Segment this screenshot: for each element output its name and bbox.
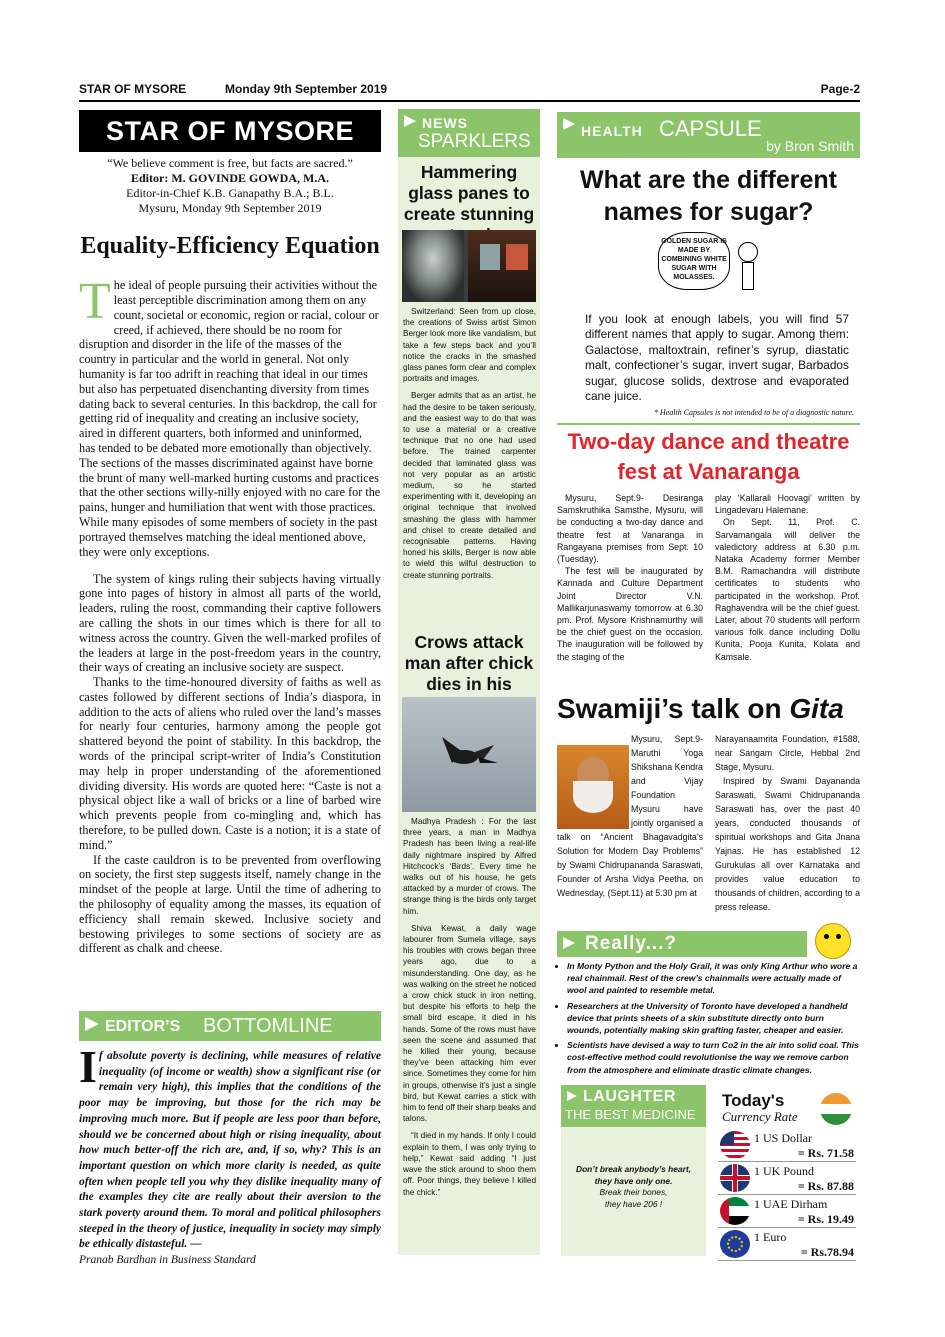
arrow-icon xyxy=(85,1017,99,1031)
swamiji-para-3: Inspired by Swami Dayananda Saraswati, Swami Chidrupananda Saraswati has, over the past 40 years, conducted thousands of spiritual workshops and Gita Jnana Yajnas. He has established 12 Gurukulas all over Karnataka and provides value education to thousands of children, according to a press release. xyxy=(715,776,860,912)
india-flag-icon xyxy=(820,1093,852,1125)
eu-flag-icon xyxy=(720,1230,750,1258)
currency-name: 1 US Dollar xyxy=(754,1131,812,1145)
health-capsule-banner xyxy=(557,112,860,158)
eye-icon xyxy=(824,934,829,939)
currency-row-aed xyxy=(718,1195,856,1228)
bottomline-label-a: EDITOR’S xyxy=(105,1018,181,1035)
health-byline: by Bron Smith xyxy=(766,138,854,154)
masthead-quote: “We believe comment is free, but facts are sacred.” xyxy=(107,156,353,170)
story1-para-1: Switzerland: Seen from up close, the creations of Swiss artist Simon Berger look more like vandalism, but take a few steps back and you’ll notice the cracks in the smashed glass panes form clear and complex portraits and images. xyxy=(403,307,536,384)
header-date: Monday 9th September 2019 xyxy=(225,82,388,96)
news-sparklers-banner xyxy=(398,109,540,157)
story1-body xyxy=(403,306,536,587)
arrow-icon xyxy=(563,118,575,130)
currency-rate: = Rs. 87.88 xyxy=(797,1179,854,1193)
arrow-icon xyxy=(404,115,416,127)
bottomline-dropcap: I xyxy=(79,1041,97,1092)
crow-icon xyxy=(402,697,536,812)
swamiji-headline-a: Swamiji’s talk on xyxy=(557,693,782,724)
currency-rate: = Rs. 71.58 xyxy=(797,1146,854,1160)
bottomline-body xyxy=(79,1041,381,1269)
editorial-para-4: If the caste cauldron is to be prevented from overflowing on society, the first step suggests itself, namely change in the mindset of the people at large. Until the time of adhering to the philosophy of equality among the masses, its equation of efficiency shall remain skewed. Inclusive society and bestowing privileges to some sections of society are as different as chalk and cheese. xyxy=(79,852,381,956)
currency-name: 1 Euro xyxy=(754,1230,787,1244)
laughter-joke xyxy=(561,1164,706,1210)
bottomline-source: Pranab Bardhan in Business Standard xyxy=(79,1254,256,1267)
swamiji-para-2: Narayanaamrita Foundation, #1588, near Sangam Circle, Hebbal 2nd Stage, Mysuru. xyxy=(715,734,860,772)
swamiji-para-1: Mysuru, Sept.9- Maruthi Yoga Shikshana Kendra and Vijay Foundation Mysuru have jointly organised a talk on “Ancient Bhagavadgita’s Solution for Modern Day Problems” by Swami Chidrupananda Saraswati, Founder of Arsha Vidya Peetha, on Wednesday, (Sept.11) at 5.30 pm at xyxy=(557,734,703,898)
eye-icon xyxy=(836,934,841,939)
currency-row-eur xyxy=(718,1228,856,1261)
really-item: • Researchers at the University of Toronto have developed a handheld device that prints sheets of a skin substitute directly onto burn wounds, potentially making skin grafting faster, cheaper and easier. xyxy=(567,1000,860,1037)
uae-flag-icon xyxy=(720,1197,750,1225)
laughter-line-2: they have only one. xyxy=(594,1175,673,1186)
bottomline-label-b: BOTTOMLINE xyxy=(203,1015,333,1037)
currency-name: 1 UAE Dirham xyxy=(754,1197,828,1211)
swamiji-col-2 xyxy=(715,732,860,914)
uk-flag-icon xyxy=(720,1164,750,1192)
story2-para-2: Shiva Kewat, a daily wage labourer from Sumela village, says his troubles with crows began three years ago, due to a misunderstanding. One day, as he was walking on the street he noticed a crow chick stuck in iron netting, but despite his efforts to help the small bird escape, it died in his hands. Some of the rows must have seen the scene and assumed that he killed their young, because they’ve been attacking him ever since. Sometimes they come for him in groups, otherwise it’s just a single bird, but Kewat carries a stick with him to fend off their sharp beaks and talons. xyxy=(403,923,536,1124)
masthead-banner xyxy=(79,110,381,152)
window-pane-shape xyxy=(480,244,500,270)
masthead-editor-in-chief: Editor-in-Chief K.B. Ganapathy B.A.; B.L. xyxy=(126,186,334,200)
glass-art-photo xyxy=(402,230,536,302)
window-pane-shape xyxy=(506,244,528,270)
editorial-para-2: The system of kings ruling their subjects having virtually gone into pages of history in almost all parts of the world, leaders, ruling the roost, commanding their captive followers are calling the shots in our times which is there for all to witness across the country. Given the well-marked profiles of the leaders at large in the post-freedom years in the country, their ways of creating an inclusive society are suspect. xyxy=(79,571,381,675)
currency-name: 1 UK Pound xyxy=(754,1164,815,1178)
currency-row-usd xyxy=(718,1129,856,1162)
currency-header xyxy=(718,1091,856,1127)
bottomline-text: f absolute poverty is declining, while measures of relative inequality (of income or wealth) show a significant rise (or remain very high), this implies that the conditions of the poor may be improving, but those for the rich may be improving much more. But if people are less poor than before, should we be concerned about high or rising inequality, about how much better-off the rich are, and, if so, why? This is an important question on which more clarity is needed, as quite often when people tell you why they dislike inequality many of the examples they cite are really about their aversion to the stark poverty around them. To moral and political philosophers steeped in the theory of justice, inequality in society may simply be ethically distasteful. — xyxy=(79,1050,381,1251)
dance-headline: Two-day dance and theatre fest at Vanaranga xyxy=(567,429,850,484)
masthead-title: STAR OF MYSORE xyxy=(105,116,354,146)
dance-col-2 xyxy=(715,492,860,663)
glass-portrait-image xyxy=(402,230,464,302)
cartoon-body-icon xyxy=(742,262,754,290)
swamiji-col-1 xyxy=(557,732,703,900)
health-headline: What are the different names for sugar? xyxy=(580,166,837,226)
laughter-label-b: THE BEST MEDICINE xyxy=(565,1107,696,1122)
laughter-line-3: Break their bones, xyxy=(599,1187,668,1197)
editorial-body xyxy=(79,266,381,956)
news-sparklers-label-a: NEWS xyxy=(422,115,468,131)
editorial-para-3: Thanks to the time-honoured diversity of faiths as well as castes followed by different sections of India’s diaspora, in addition to the acts of aliens who ruled over the land’s masses for nearly four centuries, harmony among the people got shattered beyond the point of stability. In this backdrop, the words of the principal script-writer of India’s Constitution may help in proper understanding of the aforementioned dividing diversity. His words are quoted here: “Caste is not a physical object like a wall of bricks or a line of barbed wire which prevents people from co-mingling and, which has therefore, to be pulled down. Caste is a notion; it is a state of mind.” xyxy=(79,675,381,852)
arrow-icon xyxy=(563,937,575,949)
currency-title: Today's xyxy=(722,1091,785,1110)
really-banner xyxy=(557,931,807,957)
dance-para-4: On Sept. 11, Prof. C. Sarvamangala will deliver the valedictory address at 6.30 p.m. Nataka Academy former Member B.M. Ramachandra will distribute certificates to students who participated in the workshop. Prof. Raghavendra will be the chief guest. Later, about 70 students will perform various folk dance including Dollu Kunita, Pooja Kunita, Kolata and Kamsale. xyxy=(715,517,860,662)
dance-para-1: Mysuru, Sept.9- Desiranga Samskruthika Samsthe, Mysuru, will be conducting a two-day dance and theatre fest at Vanaranga in Rangayana premises from Sept. 10 (Tuesday). xyxy=(557,493,703,565)
currency-subtitle: Currency Rate xyxy=(722,1109,798,1124)
laughter-label-a: LAUGHTER xyxy=(583,1088,676,1105)
cartoon-face-icon xyxy=(738,242,758,262)
header-paper-name: STAR OF MYSORE xyxy=(79,82,187,96)
currency-rate: = Rs.78.94 xyxy=(800,1245,854,1259)
story2-para-1: Madhya Pradesh : For the last three years, a man in Madhya Pradesh has been living a real-life daily nightmare inspired by Alfred Hitchcock’s ‘Birds’. Every time he walks out of his house, he gets attacked by a murder of crows. The strange thing is the birds only target him. xyxy=(403,817,536,916)
masthead-editor: Editor: M. GOVINDE GOWDA, M.A. xyxy=(131,171,329,185)
photo-spacer xyxy=(557,732,631,830)
health-label-b: CAPSULE xyxy=(659,116,762,141)
health-body: If you look at enough labels, you will find 57 different names that apply to sugar. Among them: Galactose, maltoxtrain, refiner’s syrup, diastatic malt, confectioner’s sugar, invert sugar, Barbados sugar, glucose solids, dextrose and evaporated cane juice. xyxy=(585,312,849,404)
really-item: • In Monty Python and the Holy Grail, it was only King Arthur who wore a real chainmail. Rest of the crew’s chainmails were actually made of wool and painted to resemble metal. xyxy=(567,960,860,997)
arrow-icon xyxy=(567,1091,577,1101)
lightbulb-icon xyxy=(815,923,851,959)
story2-headline: Crows attack man after chick dies in his xyxy=(404,632,534,694)
editorial-title: Equality-Efficiency Equation xyxy=(80,233,380,259)
story2-body xyxy=(403,816,536,1204)
story2-para-3: “It died in my hands. If only I could explain to them, I was only trying to help,” Kewat said adding “I just wave the stick around to shoo them off. Poor things, they believe I killed the chick.” xyxy=(403,1131,536,1197)
really-label: Really...? xyxy=(585,933,678,954)
really-list xyxy=(557,960,860,1076)
dance-para-3: play ‘Kallarali Hoovagi’ written by Lingadevaru Halemane. xyxy=(715,493,860,516)
editorial-para-1: he ideal of people pursuing their activities without the least perceptible discrimination among them on any count, societal or economic, region or racial, colour or creed, if achieved, there should be no room for disruption and disorder in the life of the masses of the country in particular and the world in general. Not only humanity is far too adrift in reaching that ideal in our times but also has perpetuated disenchanting diversity from times dating back to several centuries. In this backdrop, the call for getting rid of inequality and creating an inclusive society, aired in different quarters, both informed and uninformed, has tended to be debated more emotionally than objectively. The sections of the masses discriminated against have borne the brunt of many well-marked hurting customs and practices that the other sections willy-nilly enjoyed with no care for the pains, hunger and humiliation that went with those practices. While many episodes of some members of society in the past portrayed themselves matching the ideal mentioned above, they were only exceptions. xyxy=(79,278,381,559)
sugar-cartoon xyxy=(658,232,768,300)
health-disclaimer: * Health Capsules is not intended to be of a diagnostic nature. xyxy=(653,408,854,417)
editorial-dropcap: T xyxy=(79,273,111,331)
news-sparklers-label-b: SPARKLERS xyxy=(418,131,531,152)
dance-col-1 xyxy=(557,492,703,663)
swamiji-headline xyxy=(557,691,860,727)
currency-rate: = Rs. 19.49 xyxy=(797,1212,854,1226)
laughter-banner xyxy=(561,1085,706,1127)
cartoon-speech-bubble: GOLDEN SUGAR IS MADE BY COMBINING WHITE SUGAR WITH MOLASSES. xyxy=(658,232,730,290)
currency-row-gbp xyxy=(718,1162,856,1195)
laughter-line-4: they have 206 ! xyxy=(604,1198,663,1209)
swamiji-headline-b: Gita xyxy=(789,693,844,724)
divider xyxy=(557,423,860,425)
health-label-a: HEALTH xyxy=(581,123,643,139)
header-page-number: Page-2 xyxy=(820,82,860,96)
really-item: • Scientists have devised a way to turn Co2 in the air into solid coal. This cost-effective method could revolutionise the way we remove carbon from the atmosphere and eliminate drastic climate changes. xyxy=(567,1039,860,1076)
story1-headline: Hammering glass panes to create stunning xyxy=(403,162,535,224)
bottomline-banner xyxy=(79,1011,381,1041)
dance-para-2: The fest will be inaugurated by Kannada and Culture Department Joint Director V.N. Mallikarjunaswamy tomorrow at 6.30 pm. Prof. Mysore Krishnamurthy will be the chief guest on the occasion. The inauguration will be followed by the staging of the xyxy=(557,566,703,662)
crow-photo xyxy=(402,697,536,812)
masthead-dateline: Mysuru, Monday 9th September 2019 xyxy=(138,201,322,215)
page-header xyxy=(79,80,860,102)
us-flag-icon xyxy=(720,1131,750,1159)
laughter-line-1: Don’t break anybody’s heart, xyxy=(576,1164,691,1174)
masthead-info xyxy=(79,156,381,216)
story1-para-2: Berger admits that as an artist, he had the desire to be taken seriously, and the easiest way to do that was to use a material or a creative technique that no one had used before. The trained carpenter decided that laminated glass was not very popular as an artistic medium, so he started experimenting with it, developing an original technique that involved smashing the glass with hammer and chisel to create detailed and recognisable patterns. Having honed his skills, Berger is now able to wield this wilful destruction to create stunning portraits. xyxy=(403,391,536,580)
